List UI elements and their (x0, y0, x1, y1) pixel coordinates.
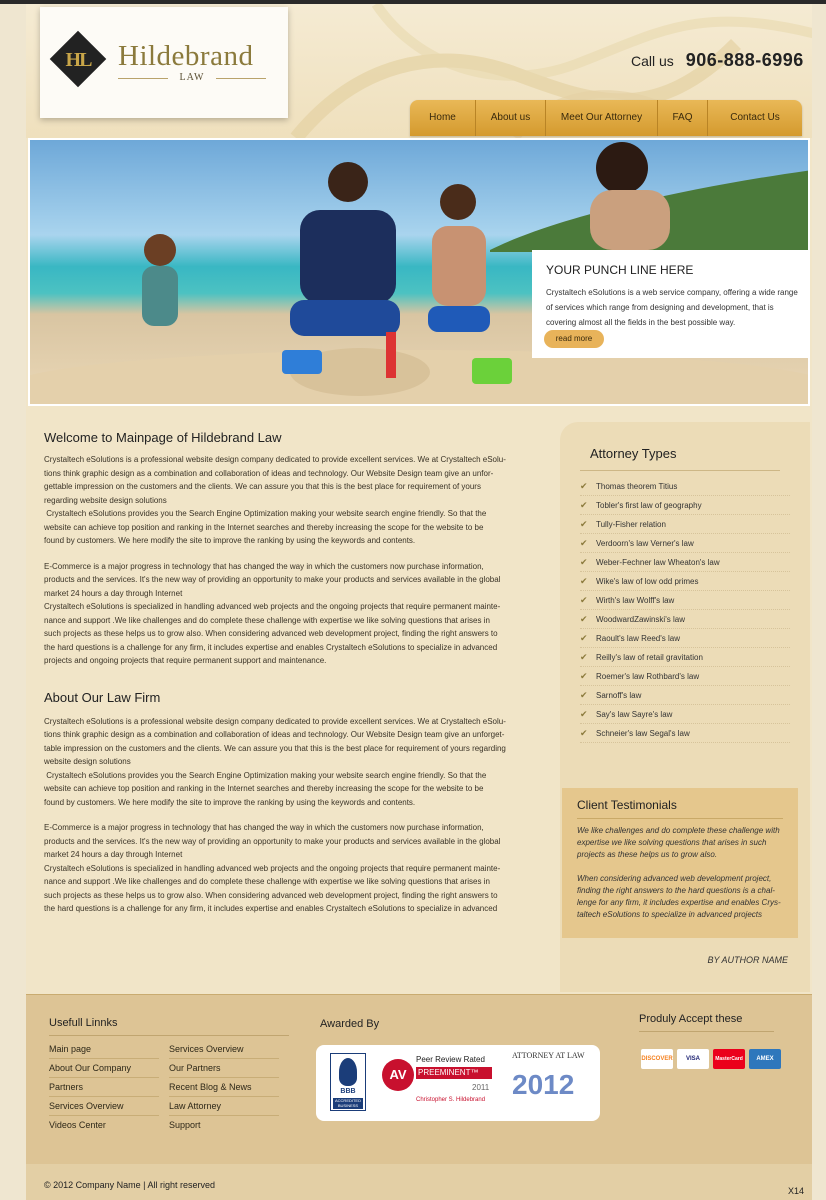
nav-meet-our-attorney[interactable]: Meet Our Attorney (546, 100, 658, 136)
main-content-area (26, 408, 812, 993)
main-nav (410, 100, 802, 136)
check-icon: ✔ (580, 519, 588, 529)
check-icon: ✔ (580, 538, 588, 548)
footer-link-law-attorney[interactable]: Law Attorney (169, 1097, 279, 1116)
amex-card-icon: AMEX (749, 1049, 781, 1069)
awarded-by-title: Awarded By (320, 1018, 380, 1030)
visa-card-icon: VISA (677, 1049, 709, 1069)
check-icon: ✔ (580, 614, 588, 624)
payment-divider (639, 1031, 774, 1032)
footer-link-services-overview[interactable]: Services Overview (169, 1040, 279, 1059)
attorney-type-item[interactable]: ✔ Tobler's first law of geography (580, 496, 790, 515)
check-icon: ✔ (580, 576, 588, 586)
footer-link-about-our-company[interactable]: About Our Company (49, 1059, 159, 1078)
attorney-at-law-label: ATTORNEY AT LAW (512, 1051, 585, 1060)
logo-monogram: HL (65, 49, 91, 71)
background-left (0, 4, 26, 1200)
welcome-paragraph-2: E-Commerce is a major progress in technology that has changed the way in which the customers now purchase information, products and the services. It's the new way of providing an opportunity to make your products and services available in the global market 24 hours a day through Internet Crystaltech eSolutions is specialized in handling advanced web projects and the ongoing projects that require permanent mainte- nance and support .We like challenges and do complete these challenge with expertise we like solving questions that arises in such projects as these helps us to grow also. When considering advanced web development project, finding the right answers to the hard questions is a challenge for any firm, it includes expertise and enables Crystaltech eSolutions to specialize in advanced projects and ongoing projects that require permanent support and maintenance. (44, 561, 501, 665)
attorney-type-item[interactable]: ✔ Say's law Sayre's law (580, 705, 790, 724)
check-icon: ✔ (580, 652, 588, 662)
background-right (812, 4, 826, 1200)
footer-link-partners[interactable]: Partners (49, 1078, 159, 1097)
av-rating-name: Christopher S. Hildebrand (416, 1097, 486, 1103)
bbb-badge: BBB ACCREDITED BUSINESS (330, 1053, 366, 1111)
footer (26, 994, 812, 1164)
bbb-torch-icon (339, 1058, 357, 1086)
footer-link-services-overview-2[interactable]: Services Overview (49, 1097, 159, 1116)
payment-cards (641, 1049, 781, 1069)
welcome-paragraph-1: Crystaltech eSolutions is a professional website design company dedicated to provide excellent services. We at Crystaltech eSolu- tions think graphic design as a combination and collaboration of ideas and technology. Our Website Design team give an unfor- gettable impression on the customers and the clients. We can assure you that this is the best place for requirement of yours regarding website design solutions Crystaltech eSolutions provides you the Search Engine Optimization making your website search engine friendly. So that the website can achieve top position and ranking in the Internet searches and thereby increasing the scope for the website to be found by customers. We here modify the site to improve the ranking by using the keywords and contents. (44, 455, 506, 545)
page-container (26, 4, 812, 1200)
logo[interactable] (40, 7, 288, 118)
useful-links-list (49, 1040, 299, 1135)
testimonial-author: BY AUTHOR NAME (707, 955, 788, 965)
testimonial-text: We like challenges and do complete these challenge with expertise we like solving questions that arises in such projects as these helps us to grow also. When considering advanced web development project, finding the right answers to the hard questions is a chal- lenge for any firm, it includes expertise and enables Crys- taltech eSolutions to specialize in advanced projects (577, 826, 781, 919)
useful-links-divider (49, 1035, 289, 1036)
check-icon: ✔ (580, 481, 588, 491)
footer-link-main-page[interactable]: Main page (49, 1040, 159, 1059)
client-testimonials (562, 788, 798, 938)
check-icon: ✔ (580, 595, 588, 605)
nav-about-us[interactable]: About us (476, 100, 546, 136)
about-paragraph-1: Crystaltech eSolutions is a professional website design company dedicated to provide excellent services. We at Crystaltech eSolu- tions think graphic design as a combination and collaboration of ideas and technology. Our Website Design team give an unforget- table impression on the customers and the clients. We can assure you that this is the best place for requirement of yours regarding website design solutions Crystaltech eSolutions provides you the Search Engine Optimization making your website search engine friendly. So that the website can achieve top position and ranking in the Internet searches and thereby increasing the scope for the website to be found by customers. We here modify the site to improve the ranking by using the keywords and contents. (44, 716, 506, 807)
attorney-type-item[interactable]: ✔ Tully-Fisher relation (580, 515, 790, 534)
mastercard-icon: MasterCard (713, 1049, 745, 1069)
check-icon: ✔ (580, 500, 588, 510)
hero-banner (28, 138, 810, 406)
header (26, 4, 812, 138)
hero-title: YOUR PUNCH LINE HERE (546, 263, 694, 277)
footer-link-recent-blog-news[interactable]: Recent Blog & News (169, 1078, 279, 1097)
awards-panel (316, 1045, 600, 1121)
attorney-type-item[interactable]: ✔ Weber-Fechner law Wheaton's law (580, 553, 790, 572)
check-icon: ✔ (580, 728, 588, 738)
attorney-type-item[interactable]: ✔ Verdoorn's law Verner's law (580, 534, 790, 553)
attorney-types-list (580, 477, 790, 743)
copyright-bar (26, 1164, 812, 1200)
discover-card-icon: DISCOVER (641, 1049, 673, 1069)
about-paragraph-2: E-Commerce is a major progress in technology that has changed the way in which the customers now purchase information, products and the services. It's the new way of providing an opportunity to make your products and services available in the global market 24 hours a day through Internet Crystaltech eSolutions is specialized in handling advanced web projects and the ongoing projects that require permanent mainte- nance and support .We like challenges and do complete these challenge with expertise we like solving questions that arises in such projects as these helps us to grow also. When considering advanced web development project, finding the right answers to the hard questions is a challenge for any firm, it includes expertise and enables Crystaltech eSolutions to specialize in advanced (44, 823, 501, 913)
footer-link-our-partners[interactable]: Our Partners (169, 1059, 279, 1078)
payment-title: Produly Accept these (639, 1013, 743, 1025)
content-column (44, 430, 544, 918)
read-more-button[interactable]: read more (544, 330, 604, 348)
av-preeminent-label: PREEMINENT™ (416, 1067, 492, 1079)
attorney-type-item[interactable]: ✔ Wirth's law Wolff's law (580, 591, 790, 610)
hero-text: Crystaltech eSolutions is a web service company, offering a wide range of services which range from designing and development, that is covering almost all the fields in the best possible way. (546, 288, 798, 327)
av-rating-year: 2011 (472, 1083, 490, 1092)
attorney-type-item[interactable]: ✔ Reilly's law of retail gravitation (580, 648, 790, 667)
check-icon: ✔ (580, 557, 588, 567)
corner-tag: X14 (788, 1186, 805, 1196)
call-us (631, 50, 804, 71)
footer-link-support[interactable]: Support (169, 1120, 201, 1130)
nav-home[interactable]: Home (410, 100, 476, 136)
call-label: Call us (631, 53, 674, 69)
check-icon: ✔ (580, 633, 588, 643)
nav-faq[interactable]: FAQ (658, 100, 708, 136)
check-icon: ✔ (580, 671, 588, 681)
attorney-type-item[interactable]: ✔ Thomas theorem Titius (580, 477, 790, 496)
sidebar-divider (580, 470, 780, 471)
attorney-type-item[interactable]: ✔ Schneier's law Segal's law (580, 724, 790, 743)
phone-number: 906-888-6996 (685, 50, 804, 70)
copyright-text: © 2012 Company Name | All right reserved (44, 1180, 216, 1190)
nav-contact-us[interactable]: Contact Us (730, 112, 780, 123)
sidebar (560, 422, 810, 992)
logo-name: Hildebrand (118, 40, 254, 72)
attorney-type-item[interactable]: ✔ Wike's law of low odd primes (580, 572, 790, 591)
attorney-award-year: 2012 (512, 1069, 575, 1100)
testimonials-title: Client Testimonials (577, 798, 783, 819)
logo-subtitle: LAW (118, 72, 266, 83)
attorney-type-item[interactable]: ✔ Raoult's law Reed's law (580, 629, 790, 648)
av-rating-title: Peer Review Rated (416, 1055, 485, 1064)
check-icon: ✔ (580, 709, 588, 719)
useful-links-title: Usefull Linnks (49, 1017, 118, 1029)
attorney-types-title: Attorney Types (590, 446, 677, 461)
welcome-title: Welcome to Mainpage of Hildebrand Law (44, 430, 282, 445)
attorney-type-item[interactable]: ✔ WoodwardZawinski's law (580, 610, 790, 629)
hero-callout (532, 250, 810, 358)
attorney-type-item[interactable]: ✔ Roemer's law Rothbard's law (580, 667, 790, 686)
check-icon: ✔ (580, 690, 588, 700)
about-title: About Our Law Firm (44, 689, 161, 705)
av-rating-logo: AV (382, 1059, 414, 1091)
footer-link-videos-center[interactable]: Videos Center (49, 1120, 106, 1130)
attorney-type-item[interactable]: ✔ Sarnoff's law (580, 686, 790, 705)
